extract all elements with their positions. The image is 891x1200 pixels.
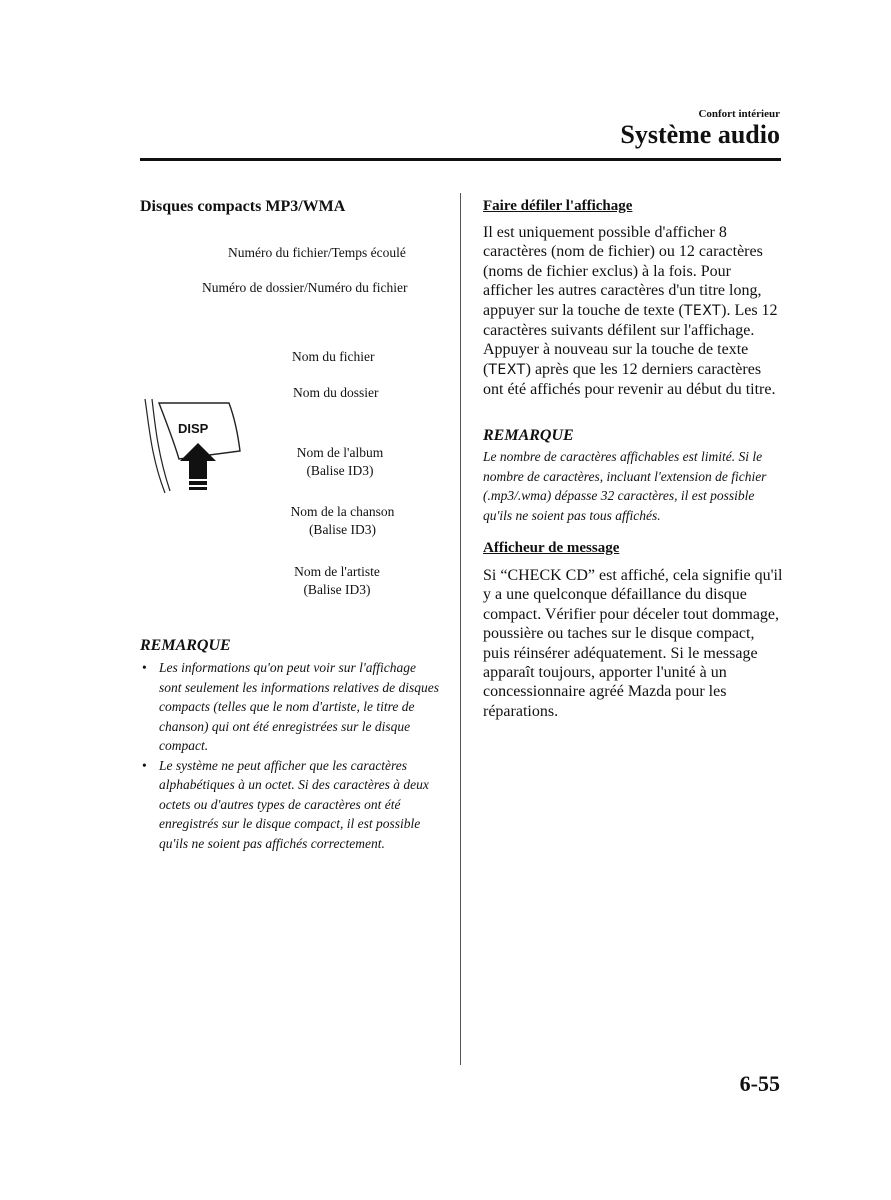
left-remark-heading: REMARQUE (140, 637, 231, 654)
title-rule (140, 158, 781, 161)
diagram-label-file-time: Numéro du fichier/Temps écoulé (228, 245, 406, 260)
album-tag-label: (Balise ID3) (306, 463, 374, 478)
song-name-label: Nom de la chanson (290, 504, 395, 519)
list-item (140, 756, 440, 854)
diagram-label-file-name: Nom du fichier (292, 349, 375, 364)
scroll-body-part3: ) après que les 12 derniers caractères ont été affichés pour revenir au début du titre. (483, 360, 776, 399)
mp3-wma-heading: Disques compacts MP3/WMA (140, 198, 346, 215)
scroll-body-part2: ). Les 12 caractères suivants défilent sur l'affichage. Appuyer à nouveau sur la touche de texte ( (483, 301, 778, 378)
disp-button-label: DISP (178, 421, 209, 436)
column-divider (460, 193, 461, 1065)
list-item (140, 658, 440, 756)
artist-tag-label: (Balise ID3) (303, 582, 371, 597)
bullet-icon: • (142, 660, 147, 675)
left-remark-list (140, 658, 440, 853)
diagram-label-folder-name: Nom du dossier (293, 385, 379, 400)
diagram-label-folder-file: Numéro de dossier/Numéro du fichier (202, 280, 408, 295)
scroll-body-part1: Il est uniquement possible d'afficher 8 caractères (nom de fichier) ou 12 caractères (noms de fichier exclus) à la fois. Pour afficher les autres caractères d'un titre long, appuyer sur la touche de texte ( (483, 224, 763, 319)
bullet-icon: • (142, 757, 147, 773)
section-label: Confort intérieur (698, 108, 780, 120)
disp-button-illustration (143, 395, 253, 500)
right-remark-heading: REMARQUE (483, 427, 574, 444)
page-title: Système audio (620, 120, 780, 149)
message-display-heading: Afficheur de message (483, 540, 620, 556)
scroll-display-heading: Faire défiler l'affichage (483, 198, 633, 214)
song-tag-label: (Balise ID3) (308, 522, 377, 537)
diagram-label-artist (277, 563, 397, 599)
diagram-label-album (280, 444, 400, 480)
right-remark-body: Le nombre de caractères affichables est limité. Si le nombre de caractères, incluant l'extension de fichier (.mp3/.wma) dépasse 32 caractères, il est possible qu'ils ne soient pas tous affichés. (483, 449, 767, 523)
artist-name-label: Nom de l'artiste (294, 564, 380, 579)
page-number: 6-55 (739, 1071, 780, 1096)
list-item-text: Les informations qu'on peut voir sur l'affichage sont seulement les informations relatives de disques compacts (telles que le nom d'artiste, le titre de chanson) qui ont été enregistrées sur le disque compact. (159, 660, 439, 753)
diagram-label-song (275, 503, 410, 539)
disp-button-drawing (143, 395, 253, 500)
scroll-display-body (483, 223, 783, 400)
message-display-body: Si “CHECK CD” est affiché, cela signifie qu'il y a une quelconque défaillance du disque compact. Vérifier pour déceler tout dommage, poussière ou taches sur le disque compact, puis réinsérer adéquatement. Si le message apparaît toujours, apporter l'unité à un concessionnaire agréé Mazda pour les réparations. (483, 567, 783, 720)
list-item-text: Le système ne peut afficher que les caractères alphabétiques à un octet. Si des caractères à deux octets ou d'autres types de caractères ont été enregistrés sur le disque compact, il est possible qu'ils ne soient pas affichés correctement. (159, 757, 429, 851)
album-name-label: Nom de l'album (296, 445, 384, 460)
text-key-label: TEXT (683, 302, 722, 319)
text-key-label: TEXT (488, 361, 526, 378)
